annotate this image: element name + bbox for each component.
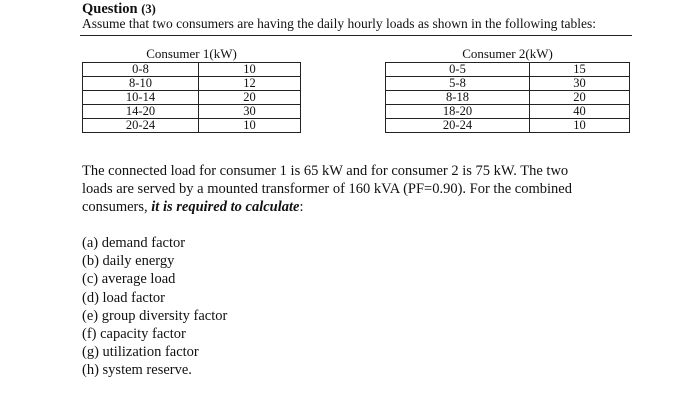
question-heading xyxy=(82,1,156,17)
question-number: (3) xyxy=(141,2,156,16)
statement-line: The connected load for consumer 1 is 65 kW and for consumer 2 is 75 kW. The two xyxy=(82,163,569,179)
list-item: (b) daily energy xyxy=(82,253,175,270)
period-cell: 10-14 xyxy=(83,91,199,105)
list-item: (e) group diversity factor xyxy=(82,307,228,324)
load-cell: 40 xyxy=(530,105,630,119)
list-item: (h) system reserve. xyxy=(82,362,192,379)
load-cell: 10 xyxy=(199,63,301,77)
list-item: (g) utilization factor xyxy=(82,344,199,361)
statement-emphasis: it is required to calculate xyxy=(151,199,300,215)
table-row xyxy=(386,63,630,77)
list-item: (c) average load xyxy=(82,271,176,288)
table-header-row xyxy=(386,47,630,63)
consumer-2-header: Consumer 2(kW) xyxy=(386,47,630,63)
table-row xyxy=(83,63,301,77)
load-cell: 20 xyxy=(199,91,301,105)
table-row xyxy=(386,77,630,91)
statement-line xyxy=(82,198,627,216)
table-row xyxy=(83,77,301,91)
period-cell: 5-8 xyxy=(386,77,530,91)
load-cell: 12 xyxy=(199,77,301,91)
required-items-list xyxy=(82,234,227,380)
load-cell: 30 xyxy=(199,105,301,119)
period-cell: 0-5 xyxy=(386,63,530,77)
consumer-1-table xyxy=(82,47,301,133)
table-header-row xyxy=(83,47,301,63)
question-intro: Assume that two consumers are having the daily hourly loads as shown in the following tables: xyxy=(82,16,597,31)
problem-statement xyxy=(82,162,627,216)
heading-divider xyxy=(80,35,632,36)
table-row xyxy=(386,105,630,119)
statement-text: : xyxy=(299,199,304,215)
table-row xyxy=(83,119,301,133)
statement-line: loads are served by a mounted transformer of 160 kVA (PF=0.90). For the combined xyxy=(82,181,572,197)
statement-text: consumers, xyxy=(82,199,148,215)
period-cell: 8-18 xyxy=(386,91,530,105)
load-cell: 10 xyxy=(530,119,630,133)
table-row xyxy=(83,91,301,105)
list-item: (f) capacity factor xyxy=(82,326,186,343)
table-row xyxy=(83,105,301,119)
period-cell: 14-20 xyxy=(83,105,199,119)
consumer-1-header: Consumer 1(kW) xyxy=(83,47,301,63)
period-cell: 0-8 xyxy=(83,63,199,77)
consumer-2-table xyxy=(385,47,630,133)
table-row xyxy=(386,119,630,133)
period-cell: 20-24 xyxy=(83,119,199,133)
load-cell: 10 xyxy=(199,119,301,133)
question-title: Question xyxy=(82,1,138,17)
load-cell: 15 xyxy=(530,63,630,77)
period-cell: 18-20 xyxy=(386,105,530,119)
period-cell: 20-24 xyxy=(386,119,530,133)
table-row xyxy=(386,91,630,105)
period-cell: 8-10 xyxy=(83,77,199,91)
list-item: (d) load factor xyxy=(82,289,165,306)
load-cell: 20 xyxy=(530,91,630,105)
load-cell: 30 xyxy=(530,77,630,91)
list-item: (a) demand factor xyxy=(82,235,186,251)
